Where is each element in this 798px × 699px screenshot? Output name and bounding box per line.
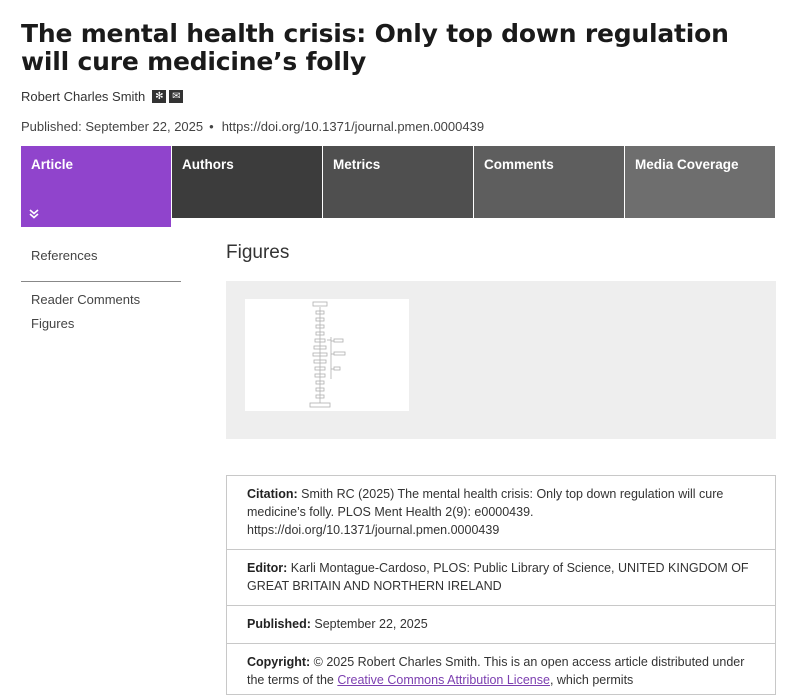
sidebar-item-reader-comments[interactable]: Reader Comments bbox=[31, 292, 141, 307]
article-metadata bbox=[226, 475, 776, 695]
tab-authors[interactable] bbox=[172, 146, 322, 218]
author-name[interactable]: Robert Charles Smith bbox=[21, 89, 146, 104]
published-text: September 22, 2025 bbox=[314, 617, 428, 631]
editor-text: Karli Montague-Cardoso, PLOS: Public Library of Science, UNITED KINGDOM OF GREAT BRITAIN AND NORTHERN IRELAND bbox=[247, 561, 749, 593]
tab-media-coverage[interactable] bbox=[625, 146, 775, 218]
figures-panel bbox=[226, 281, 776, 439]
tab-label: Metrics bbox=[333, 157, 381, 172]
citation-row bbox=[227, 476, 775, 550]
citation-text: Smith RC (2025) The mental health crisis: Only top down regulation will cure medicine’s folly. PLOS Ment Health 2(9): e0000439. https://doi.org/10.1371/journal.pmen.0000439 bbox=[247, 487, 724, 537]
copyright-text: © 2025 Robert Charles Smith. This is an open access article distributed under the terms of the bbox=[247, 655, 745, 687]
email-icon[interactable]: ✉ bbox=[169, 90, 183, 103]
corresponding-author-icon[interactable]: ✻ bbox=[152, 90, 166, 103]
sidebar-item-references[interactable]: References bbox=[31, 248, 98, 263]
license-link[interactable]: Creative Commons Attribution License bbox=[337, 673, 550, 687]
published-date: Published: September 22, 2025 bbox=[21, 119, 204, 134]
tab-comments[interactable] bbox=[474, 146, 624, 218]
copyright-tail: , which permits bbox=[549, 673, 634, 687]
editor-label: Editor: bbox=[247, 561, 288, 575]
tab-metrics[interactable] bbox=[323, 146, 473, 218]
copyright-row bbox=[227, 644, 775, 699]
doi-link[interactable]: https://doi.org/10.1371/journal.pmen.0000439 bbox=[221, 119, 485, 134]
separator-dot: • bbox=[209, 119, 214, 134]
figures-heading: Figures bbox=[226, 242, 290, 263]
editor-row bbox=[227, 550, 775, 606]
sidebar-item-figures[interactable]: Figures bbox=[31, 316, 75, 331]
tab-label: Media Coverage bbox=[635, 157, 739, 172]
tab-article[interactable] bbox=[21, 146, 171, 227]
published-row bbox=[227, 606, 775, 644]
figure-thumbnail[interactable] bbox=[245, 299, 409, 411]
article-tabs bbox=[21, 146, 776, 227]
article-sidebar bbox=[21, 240, 181, 331]
published-label: Published: bbox=[247, 617, 311, 631]
copyright-label: Copyright: bbox=[247, 655, 311, 669]
sidebar-divider bbox=[21, 281, 181, 282]
article-title: The mental health crisis: Only top down regulation will cure medicine’s folly bbox=[21, 19, 729, 76]
tab-label: Comments bbox=[484, 157, 554, 172]
citation-label: Citation: bbox=[247, 487, 298, 501]
author-row bbox=[21, 89, 183, 104]
tab-label: Article bbox=[31, 157, 74, 172]
publication-info bbox=[21, 119, 484, 134]
tab-label: Authors bbox=[182, 157, 234, 172]
chevron-down-icon bbox=[29, 208, 39, 222]
